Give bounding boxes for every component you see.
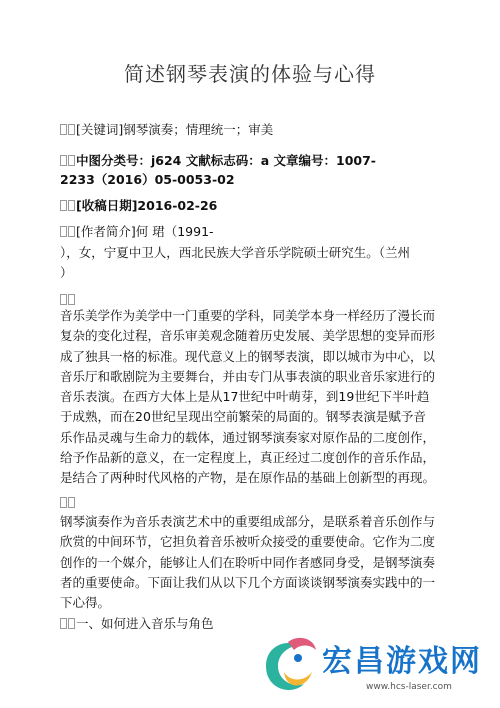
classification-text-1: 中图分类号：j624 文献标志码：a 文章编号：1007- [76,153,376,168]
classification-line-2 [60,170,450,190]
author-line-2 [60,243,450,263]
classification-text-2: 2233（2016）05-0053-02 [60,172,235,187]
paragraph-1-line: 音乐厅和歌剧院为主要舞台，并由专门从事表演的职业音乐家进行的 [60,368,436,384]
paragraph-1-line: 复杂的变化过程，音乐审美观念随着历史发展、美学思想的变异而形 [60,328,436,344]
missing-glyph-icon [60,155,67,166]
dragon-logo-icon [258,632,320,700]
author-line-3 [60,263,450,283]
author-text-1: [作者简介]何 珺（1991- [76,224,214,239]
document-title: 简述钢琴表演的体验与心得 [124,62,376,86]
received-date-text: [收稿日期]2016-02-26 [76,198,218,213]
paragraph-1-line: 是结合了两种时代风格的产物，是在原作品的基础上创新型的再现。 [60,470,436,486]
paragraph-2-line: 钢琴演奏作为音乐表演艺术中的重要组成部分，是联系着音乐创作与 [60,514,436,529]
paragraph-1-line: 成了独具一格的标准。现代意义上的钢琴表演，即以城市为中心，以 [60,348,436,364]
paragraph2-marker [60,493,450,513]
classification-line [60,151,450,171]
watermark-url: www.hcs-laser.com [366,682,452,692]
missing-glyph-icon [68,497,75,508]
missing-glyph-icon [60,618,67,629]
missing-glyph-icon [60,226,67,237]
paragraph-1 [60,306,450,489]
author-text-2: ），女，宁夏中卫人，西北民族大学音乐学院硕士研究生。（兰州 [60,245,411,260]
section-heading-text: 一、如何进入音乐与角色 [76,616,214,631]
missing-glyph-icon [60,200,67,211]
missing-glyph-icon [68,155,75,166]
missing-glyph-icon [68,294,75,305]
paragraph-2-line: 欣赏的中间环节，它担负着音乐被听众接受的重要使命。它作为二度 [60,534,436,550]
paragraph-2-line: 者的重要使命。下面让我们从以下几个方面谈谈钢琴演奏实践中的一 [60,574,436,590]
received-date-line [60,196,450,216]
paragraph-2-line: 创作的一个媒介，能够让人们在聆听中同作者感同身受，是钢琴演奏 [60,554,436,570]
author-text-3: ） [60,265,73,280]
paragraph-1-line: 音乐表演。在西方大体上是从17世纪中叶萌芽，到19世纪下半叶趋 [60,389,430,405]
missing-glyph-icon [60,124,67,135]
keywords-text: [关键词]钢琴演奏；情理统一；审美 [76,122,274,137]
missing-glyph-icon [68,226,75,237]
missing-glyph-icon [68,124,75,135]
keywords-line [60,120,450,140]
paragraph-1-line: 音乐美学作为美学中一门重要的学科，同美学本身一样经历了漫长而 [60,308,436,323]
author-line [60,222,450,242]
missing-glyph-icon [68,618,75,629]
paragraph-2-line: 下心得。 [60,595,111,611]
missing-glyph-icon [68,200,75,211]
site-watermark [258,632,494,702]
watermark-name: 宏昌游戏网 [322,644,482,679]
paragraph-2 [60,512,450,613]
missing-glyph-icon [60,294,67,305]
paragraph-1-line: 乐作品灵魂与生命力的载体，通过钢琴演奏家对原作品的二度创作， [60,429,436,445]
section-heading [60,614,450,634]
missing-glyph-icon [60,497,67,508]
paragraph-1-line: 于成熟，而在20世纪呈现出空前繁荣的局面的。钢琴表演是赋予音 [60,409,426,425]
paragraph-1-line: 给予作品新的意义，在一定程度上，真正经过二度创作的音乐作品， [60,450,436,466]
